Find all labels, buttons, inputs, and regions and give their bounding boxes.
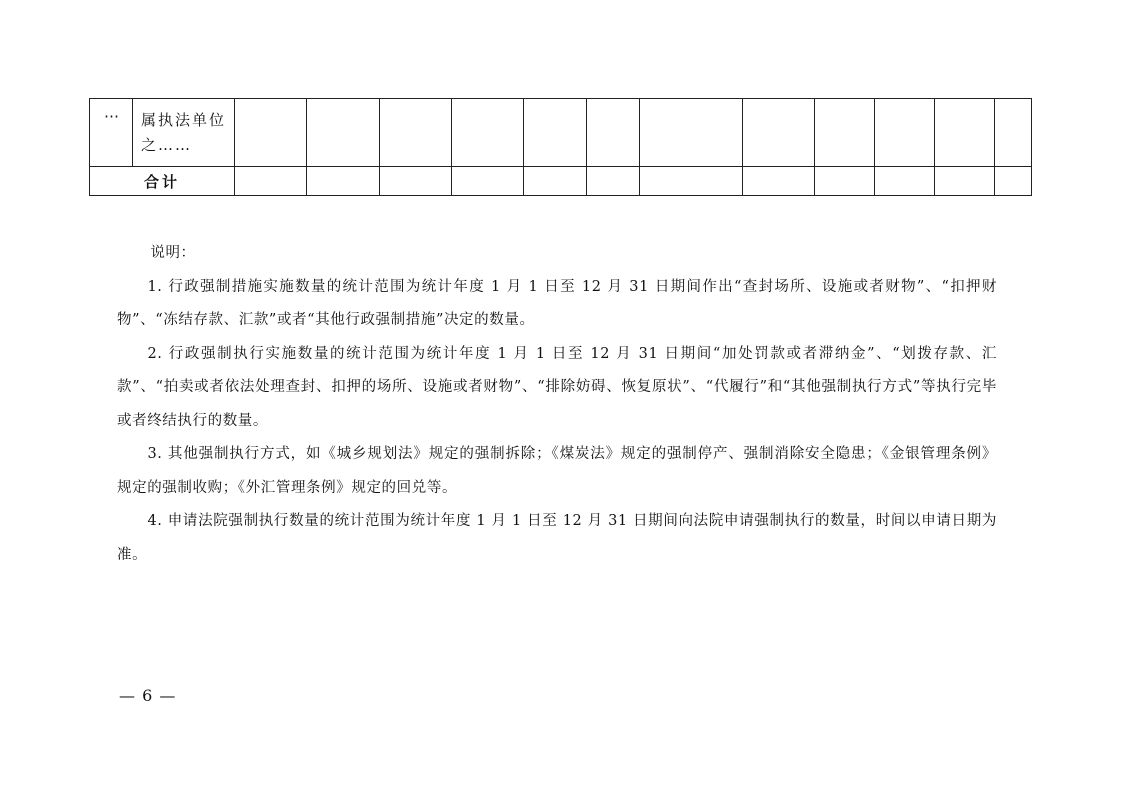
table-cell <box>235 167 307 196</box>
table-cell <box>640 99 743 167</box>
table-cell <box>380 99 452 167</box>
notes-section <box>117 237 997 572</box>
table-cell <box>815 167 875 196</box>
total-row <box>90 167 1032 196</box>
notes-heading: 说明： <box>150 245 196 261</box>
note-item: 1. 行政强制措施实施数量的统计范围为统计年度 1 月 1 日至 12 月 31 日期间作出“查封场所、设施或者财物”、“扣押财物”、“冻结存款、汇款”或者“其他行政强制措施”决定的数量。 <box>117 278 997 328</box>
table-cell <box>743 99 815 167</box>
table-cell <box>995 167 1032 196</box>
table-cell <box>524 167 587 196</box>
table-row <box>90 99 1032 167</box>
table-cell <box>815 99 875 167</box>
table-cell <box>995 99 1032 167</box>
table-cell <box>235 99 307 167</box>
row-ellipsis-cell: ⋯ <box>90 99 133 167</box>
table-cell <box>380 167 452 196</box>
page-number: — 6 — <box>119 686 177 705</box>
table-cell <box>452 167 524 196</box>
table-cell <box>875 167 935 196</box>
table-cell <box>743 167 815 196</box>
table-cell <box>587 99 640 167</box>
table-cell <box>587 167 640 196</box>
note-item: 3. 其他强制执行方式，如《城乡规划法》规定的强制拆除；《煤炭法》规定的强制停产、强制消除安全隐患；《金银管理条例》规定的强制收购；《外汇管理条例》规定的回兑等。 <box>117 446 997 496</box>
table-cell <box>524 99 587 167</box>
row-unit-label-cell: 属执法单位之…… <box>133 99 235 167</box>
note-item: 2. 行政强制执行实施数量的统计范围为统计年度 1 月 1 日至 12 月 31 日期间“加处罚款或者滞纳金”、“划拨存款、汇款”、“拍卖或者依法处理查封、扣押的场所、设施或者财物”、“排除妨碍、恢复原状”、“代履行”和“其他强制执行方式”等执行完毕或者终结执行的数量。 <box>117 345 997 429</box>
table-cell <box>875 99 935 167</box>
table-cell <box>640 167 743 196</box>
total-label-cell: 合计 <box>90 167 235 196</box>
statistics-table <box>89 98 1032 196</box>
note-item: 4. 申请法院强制执行数量的统计范围为统计年度 1 月 1 日至 12 月 31 日期间向法院申请强制执行的数量，时间以申请日期为准。 <box>117 513 997 563</box>
table-cell <box>307 99 380 167</box>
table-cell <box>452 99 524 167</box>
table-cell <box>935 99 995 167</box>
table-cell <box>307 167 380 196</box>
table-cell <box>935 167 995 196</box>
